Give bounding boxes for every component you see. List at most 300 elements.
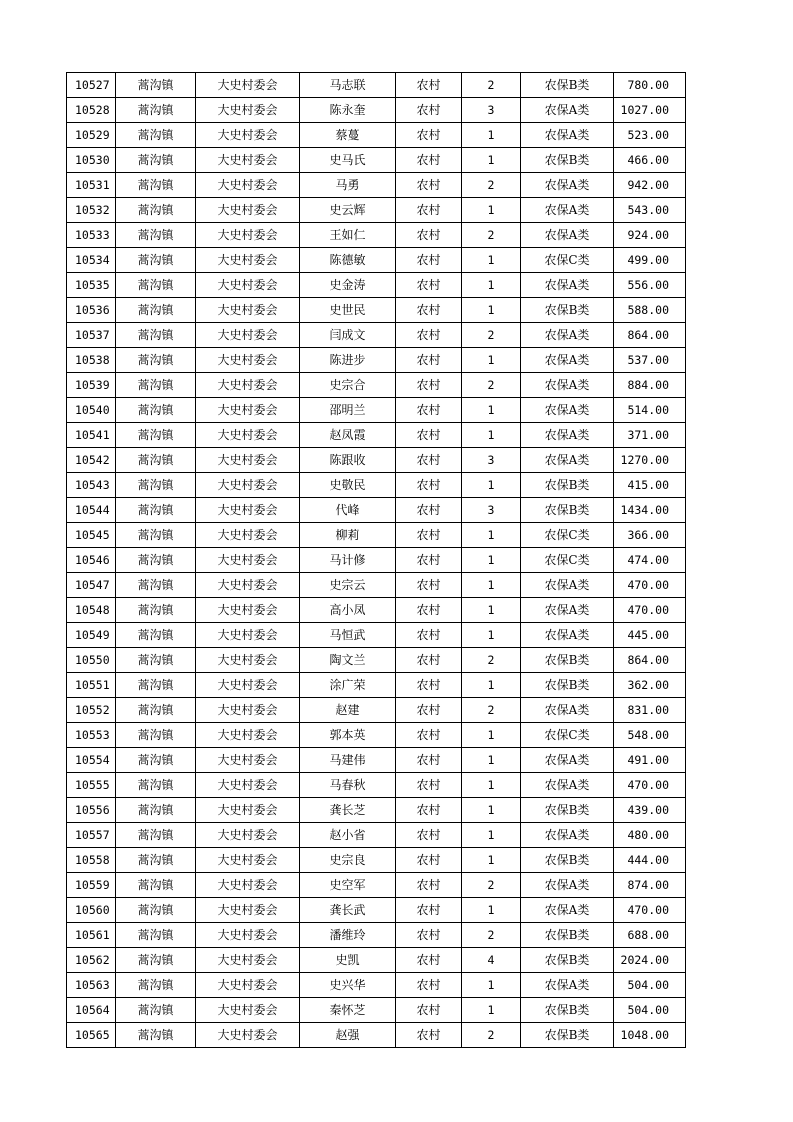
amount-cell: 537.00 <box>614 348 686 373</box>
village-committee-cell: 大史村委会 <box>196 548 300 573</box>
household-count-cell: 1 <box>462 548 521 573</box>
record-number-cell: 10561 <box>67 923 116 948</box>
village-committee-cell: 大史村委会 <box>196 498 300 523</box>
household-count-cell: 2 <box>462 323 521 348</box>
village-committee-cell: 大史村委会 <box>196 923 300 948</box>
area-type-cell: 农村 <box>396 398 462 423</box>
town-cell: 蒿沟镇 <box>116 1023 196 1048</box>
table-row <box>67 173 686 198</box>
household-count-cell: 1 <box>462 348 521 373</box>
area-type-cell: 农村 <box>396 898 462 923</box>
village-committee-cell: 大史村委会 <box>196 573 300 598</box>
record-number-cell: 10535 <box>67 273 116 298</box>
village-committee-cell: 大史村委会 <box>196 248 300 273</box>
town-cell: 蒿沟镇 <box>116 448 196 473</box>
table-row <box>67 648 686 673</box>
household-count-cell: 2 <box>462 873 521 898</box>
village-committee-cell: 大史村委会 <box>196 848 300 873</box>
insurance-category-cell: 农保A类 <box>521 198 614 223</box>
person-name-cell: 赵强 <box>300 1023 396 1048</box>
area-type-cell: 农村 <box>396 823 462 848</box>
record-number-cell: 10553 <box>67 723 116 748</box>
amount-cell: 1270.00 <box>614 448 686 473</box>
town-cell: 蒿沟镇 <box>116 373 196 398</box>
person-name-cell: 赵凤霞 <box>300 423 396 448</box>
area-type-cell: 农村 <box>396 148 462 173</box>
record-number-cell: 10527 <box>67 73 116 98</box>
village-committee-cell: 大史村委会 <box>196 898 300 923</box>
household-count-cell: 2 <box>462 923 521 948</box>
person-name-cell: 邵明兰 <box>300 398 396 423</box>
amount-cell: 780.00 <box>614 73 686 98</box>
record-number-cell: 10547 <box>67 573 116 598</box>
amount-cell: 470.00 <box>614 773 686 798</box>
amount-cell: 523.00 <box>614 123 686 148</box>
table-row <box>67 723 686 748</box>
town-cell: 蒿沟镇 <box>116 298 196 323</box>
household-count-cell: 1 <box>462 823 521 848</box>
household-count-cell: 2 <box>462 1023 521 1048</box>
town-cell: 蒿沟镇 <box>116 523 196 548</box>
amount-cell: 688.00 <box>614 923 686 948</box>
record-number-cell: 10539 <box>67 373 116 398</box>
village-committee-cell: 大史村委会 <box>196 873 300 898</box>
village-committee-cell: 大史村委会 <box>196 148 300 173</box>
person-name-cell: 涂广荣 <box>300 673 396 698</box>
table-row <box>67 998 686 1023</box>
table-row <box>67 398 686 423</box>
table-row <box>67 848 686 873</box>
record-number-cell: 10551 <box>67 673 116 698</box>
town-cell: 蒿沟镇 <box>116 723 196 748</box>
town-cell: 蒿沟镇 <box>116 573 196 598</box>
insurance-category-cell: 农保A类 <box>521 748 614 773</box>
person-name-cell: 陶文兰 <box>300 648 396 673</box>
village-committee-cell: 大史村委会 <box>196 273 300 298</box>
person-name-cell: 赵小省 <box>300 823 396 848</box>
record-number-cell: 10560 <box>67 898 116 923</box>
household-count-cell: 1 <box>462 148 521 173</box>
table-row <box>67 73 686 98</box>
insurance-category-cell: 农保B类 <box>521 948 614 973</box>
table-row <box>67 473 686 498</box>
village-committee-cell: 大史村委会 <box>196 348 300 373</box>
table-row <box>67 523 686 548</box>
person-name-cell: 陈德敏 <box>300 248 396 273</box>
insurance-category-cell: 农保C类 <box>521 723 614 748</box>
amount-cell: 480.00 <box>614 823 686 848</box>
village-committee-cell: 大史村委会 <box>196 698 300 723</box>
area-type-cell: 农村 <box>396 698 462 723</box>
amount-cell: 491.00 <box>614 748 686 773</box>
table-row <box>67 598 686 623</box>
record-number-cell: 10556 <box>67 798 116 823</box>
household-count-cell: 1 <box>462 848 521 873</box>
household-count-cell: 1 <box>462 423 521 448</box>
insurance-category-cell: 农保B类 <box>521 673 614 698</box>
household-count-cell: 1 <box>462 673 521 698</box>
insurance-category-cell: 农保B类 <box>521 148 614 173</box>
person-name-cell: 赵建 <box>300 698 396 723</box>
person-name-cell: 马春秋 <box>300 773 396 798</box>
table-row <box>67 373 686 398</box>
person-name-cell: 史世民 <box>300 298 396 323</box>
area-type-cell: 农村 <box>396 573 462 598</box>
amount-cell: 1027.00 <box>614 98 686 123</box>
person-name-cell: 龚长武 <box>300 898 396 923</box>
amount-cell: 366.00 <box>614 523 686 548</box>
table-row <box>67 573 686 598</box>
area-type-cell: 农村 <box>396 673 462 698</box>
village-committee-cell: 大史村委会 <box>196 373 300 398</box>
record-number-cell: 10563 <box>67 973 116 998</box>
town-cell: 蒿沟镇 <box>116 673 196 698</box>
record-number-cell: 10548 <box>67 598 116 623</box>
table-row <box>67 98 686 123</box>
amount-cell: 474.00 <box>614 548 686 573</box>
household-count-cell: 1 <box>462 123 521 148</box>
town-cell: 蒿沟镇 <box>116 648 196 673</box>
household-count-cell: 1 <box>462 298 521 323</box>
table-row <box>67 248 686 273</box>
amount-cell: 942.00 <box>614 173 686 198</box>
record-number-cell: 10562 <box>67 948 116 973</box>
table-row <box>67 798 686 823</box>
town-cell: 蒿沟镇 <box>116 123 196 148</box>
insurance-category-cell: 农保A类 <box>521 373 614 398</box>
area-type-cell: 农村 <box>396 873 462 898</box>
household-count-cell: 1 <box>462 798 521 823</box>
record-number-cell: 10541 <box>67 423 116 448</box>
area-type-cell: 农村 <box>396 723 462 748</box>
insurance-category-cell: 农保A类 <box>521 823 614 848</box>
record-number-cell: 10552 <box>67 698 116 723</box>
person-name-cell: 马勇 <box>300 173 396 198</box>
insurance-category-cell: 农保B类 <box>521 848 614 873</box>
amount-cell: 874.00 <box>614 873 686 898</box>
record-number-cell: 10533 <box>67 223 116 248</box>
area-type-cell: 农村 <box>396 648 462 673</box>
village-committee-cell: 大史村委会 <box>196 323 300 348</box>
amount-cell: 864.00 <box>614 323 686 348</box>
village-committee-cell: 大史村委会 <box>196 823 300 848</box>
record-number-cell: 10564 <box>67 998 116 1023</box>
record-number-cell: 10528 <box>67 98 116 123</box>
area-type-cell: 农村 <box>396 973 462 998</box>
area-type-cell: 农村 <box>396 273 462 298</box>
insurance-category-cell: 农保A类 <box>521 698 614 723</box>
record-number-cell: 10542 <box>67 448 116 473</box>
insurance-category-cell: 农保A类 <box>521 423 614 448</box>
town-cell: 蒿沟镇 <box>116 873 196 898</box>
household-count-cell: 2 <box>462 698 521 723</box>
insurance-category-cell: 农保A类 <box>521 123 614 148</box>
town-cell: 蒿沟镇 <box>116 598 196 623</box>
household-count-cell: 1 <box>462 998 521 1023</box>
person-name-cell: 史马氏 <box>300 148 396 173</box>
record-number-cell: 10565 <box>67 1023 116 1048</box>
insurance-category-cell: 农保A类 <box>521 448 614 473</box>
record-number-cell: 10549 <box>67 623 116 648</box>
area-type-cell: 农村 <box>396 923 462 948</box>
amount-cell: 556.00 <box>614 273 686 298</box>
village-committee-cell: 大史村委会 <box>196 398 300 423</box>
village-committee-cell: 大史村委会 <box>196 448 300 473</box>
village-committee-cell: 大史村委会 <box>196 648 300 673</box>
insurance-category-cell: 农保A类 <box>521 173 614 198</box>
amount-cell: 439.00 <box>614 798 686 823</box>
town-cell: 蒿沟镇 <box>116 148 196 173</box>
record-number-cell: 10534 <box>67 248 116 273</box>
table-row <box>67 548 686 573</box>
person-name-cell: 马恒武 <box>300 623 396 648</box>
insurance-category-cell: 农保B类 <box>521 998 614 1023</box>
area-type-cell: 农村 <box>396 373 462 398</box>
household-count-cell: 1 <box>462 248 521 273</box>
table-row <box>67 898 686 923</box>
household-count-cell: 1 <box>462 273 521 298</box>
amount-cell: 514.00 <box>614 398 686 423</box>
area-type-cell: 农村 <box>396 748 462 773</box>
table-row <box>67 673 686 698</box>
area-type-cell: 农村 <box>396 798 462 823</box>
person-name-cell: 高小凤 <box>300 598 396 623</box>
area-type-cell: 农村 <box>396 448 462 473</box>
village-committee-cell: 大史村委会 <box>196 423 300 448</box>
household-count-cell: 1 <box>462 598 521 623</box>
person-name-cell: 代峰 <box>300 498 396 523</box>
table-row <box>67 223 686 248</box>
amount-cell: 499.00 <box>614 248 686 273</box>
person-name-cell: 马计修 <box>300 548 396 573</box>
record-number-cell: 10554 <box>67 748 116 773</box>
town-cell: 蒿沟镇 <box>116 548 196 573</box>
area-type-cell: 农村 <box>396 123 462 148</box>
record-number-cell: 10537 <box>67 323 116 348</box>
record-number-cell: 10557 <box>67 823 116 848</box>
amount-cell: 1048.00 <box>614 1023 686 1048</box>
table-row <box>67 273 686 298</box>
insurance-category-cell: 农保B类 <box>521 73 614 98</box>
table-row <box>67 823 686 848</box>
amount-cell: 864.00 <box>614 648 686 673</box>
insurance-category-cell: 农保B类 <box>521 798 614 823</box>
insurance-category-cell: 农保B类 <box>521 648 614 673</box>
area-type-cell: 农村 <box>396 98 462 123</box>
amount-cell: 884.00 <box>614 373 686 398</box>
person-name-cell: 潘维玲 <box>300 923 396 948</box>
person-name-cell: 史云辉 <box>300 198 396 223</box>
town-cell: 蒿沟镇 <box>116 98 196 123</box>
person-name-cell: 蔡蔓 <box>300 123 396 148</box>
amount-cell: 924.00 <box>614 223 686 248</box>
insurance-category-cell: 农保A类 <box>521 273 614 298</box>
village-committee-cell: 大史村委会 <box>196 723 300 748</box>
town-cell: 蒿沟镇 <box>116 748 196 773</box>
town-cell: 蒿沟镇 <box>116 273 196 298</box>
table-row <box>67 123 686 148</box>
household-count-cell: 1 <box>462 573 521 598</box>
insurance-category-cell: 农保A类 <box>521 623 614 648</box>
table-row <box>67 1023 686 1048</box>
town-cell: 蒿沟镇 <box>116 473 196 498</box>
amount-cell: 588.00 <box>614 298 686 323</box>
town-cell: 蒿沟镇 <box>116 398 196 423</box>
area-type-cell: 农村 <box>396 198 462 223</box>
insurance-category-cell: 农保A类 <box>521 873 614 898</box>
amount-cell: 2024.00 <box>614 948 686 973</box>
table-row <box>67 298 686 323</box>
town-cell: 蒿沟镇 <box>116 498 196 523</box>
household-count-cell: 1 <box>462 473 521 498</box>
person-name-cell: 史敬民 <box>300 473 396 498</box>
town-cell: 蒿沟镇 <box>116 998 196 1023</box>
table-row <box>67 348 686 373</box>
record-number-cell: 10543 <box>67 473 116 498</box>
village-committee-cell: 大史村委会 <box>196 598 300 623</box>
insurance-category-cell: 农保A类 <box>521 898 614 923</box>
record-number-cell: 10536 <box>67 298 116 323</box>
town-cell: 蒿沟镇 <box>116 698 196 723</box>
town-cell: 蒿沟镇 <box>116 423 196 448</box>
insurance-category-cell: 农保A类 <box>521 323 614 348</box>
area-type-cell: 农村 <box>396 223 462 248</box>
village-committee-cell: 大史村委会 <box>196 473 300 498</box>
area-type-cell: 农村 <box>396 73 462 98</box>
town-cell: 蒿沟镇 <box>116 898 196 923</box>
amount-cell: 444.00 <box>614 848 686 873</box>
record-number-cell: 10555 <box>67 773 116 798</box>
household-count-cell: 3 <box>462 498 521 523</box>
town-cell: 蒿沟镇 <box>116 173 196 198</box>
area-type-cell: 农村 <box>396 173 462 198</box>
table-row <box>67 873 686 898</box>
insurance-category-cell: 农保A类 <box>521 973 614 998</box>
amount-cell: 831.00 <box>614 698 686 723</box>
village-committee-cell: 大史村委会 <box>196 198 300 223</box>
village-committee-cell: 大史村委会 <box>196 98 300 123</box>
household-count-cell: 1 <box>462 198 521 223</box>
record-number-cell: 10546 <box>67 548 116 573</box>
area-type-cell: 农村 <box>396 423 462 448</box>
amount-cell: 445.00 <box>614 623 686 648</box>
record-number-cell: 10559 <box>67 873 116 898</box>
person-name-cell: 史兴华 <box>300 973 396 998</box>
household-count-cell: 1 <box>462 723 521 748</box>
village-committee-cell: 大史村委会 <box>196 948 300 973</box>
town-cell: 蒿沟镇 <box>116 198 196 223</box>
town-cell: 蒿沟镇 <box>116 823 196 848</box>
household-count-cell: 2 <box>462 223 521 248</box>
town-cell: 蒿沟镇 <box>116 848 196 873</box>
town-cell: 蒿沟镇 <box>116 948 196 973</box>
area-type-cell: 农村 <box>396 623 462 648</box>
record-number-cell: 10550 <box>67 648 116 673</box>
person-name-cell: 史空军 <box>300 873 396 898</box>
village-committee-cell: 大史村委会 <box>196 123 300 148</box>
beneficiary-table <box>66 72 686 1048</box>
record-number-cell: 10544 <box>67 498 116 523</box>
amount-cell: 504.00 <box>614 998 686 1023</box>
record-number-cell: 10558 <box>67 848 116 873</box>
person-name-cell: 陈跟收 <box>300 448 396 473</box>
town-cell: 蒿沟镇 <box>116 248 196 273</box>
amount-cell: 362.00 <box>614 673 686 698</box>
table-row <box>67 198 686 223</box>
person-name-cell: 秦怀芝 <box>300 998 396 1023</box>
household-count-cell: 3 <box>462 448 521 473</box>
table-body <box>67 73 686 1048</box>
town-cell: 蒿沟镇 <box>116 323 196 348</box>
household-count-cell: 2 <box>462 648 521 673</box>
insurance-category-cell: 农保A类 <box>521 573 614 598</box>
area-type-cell: 农村 <box>396 948 462 973</box>
table-row <box>67 923 686 948</box>
insurance-category-cell: 农保B类 <box>521 298 614 323</box>
insurance-category-cell: 农保C类 <box>521 548 614 573</box>
household-count-cell: 1 <box>462 748 521 773</box>
village-committee-cell: 大史村委会 <box>196 223 300 248</box>
area-type-cell: 农村 <box>396 348 462 373</box>
insurance-category-cell: 农保A类 <box>521 773 614 798</box>
amount-cell: 466.00 <box>614 148 686 173</box>
village-committee-cell: 大史村委会 <box>196 998 300 1023</box>
household-count-cell: 1 <box>462 773 521 798</box>
record-number-cell: 10532 <box>67 198 116 223</box>
area-type-cell: 农村 <box>396 548 462 573</box>
insurance-category-cell: 农保B类 <box>521 923 614 948</box>
household-count-cell: 2 <box>462 173 521 198</box>
table-row <box>67 948 686 973</box>
household-count-cell: 1 <box>462 398 521 423</box>
village-committee-cell: 大史村委会 <box>196 173 300 198</box>
person-name-cell: 郭本英 <box>300 723 396 748</box>
person-name-cell: 龚长芝 <box>300 798 396 823</box>
village-committee-cell: 大史村委会 <box>196 748 300 773</box>
insurance-category-cell: 农保B类 <box>521 498 614 523</box>
amount-cell: 1434.00 <box>614 498 686 523</box>
household-count-cell: 3 <box>462 98 521 123</box>
person-name-cell: 陈永奎 <box>300 98 396 123</box>
area-type-cell: 农村 <box>396 598 462 623</box>
household-count-cell: 4 <box>462 948 521 973</box>
person-name-cell: 史宗云 <box>300 573 396 598</box>
record-number-cell: 10540 <box>67 398 116 423</box>
household-count-cell: 1 <box>462 623 521 648</box>
town-cell: 蒿沟镇 <box>116 223 196 248</box>
person-name-cell: 王如仁 <box>300 223 396 248</box>
household-count-cell: 2 <box>462 73 521 98</box>
village-committee-cell: 大史村委会 <box>196 1023 300 1048</box>
amount-cell: 470.00 <box>614 573 686 598</box>
table-row <box>67 423 686 448</box>
town-cell: 蒿沟镇 <box>116 623 196 648</box>
area-type-cell: 农村 <box>396 848 462 873</box>
insurance-category-cell: 农保B类 <box>521 1023 614 1048</box>
insurance-category-cell: 农保A类 <box>521 348 614 373</box>
village-committee-cell: 大史村委会 <box>196 298 300 323</box>
record-number-cell: 10538 <box>67 348 116 373</box>
insurance-category-cell: 农保C类 <box>521 248 614 273</box>
area-type-cell: 农村 <box>396 323 462 348</box>
amount-cell: 371.00 <box>614 423 686 448</box>
table-row <box>67 323 686 348</box>
insurance-category-cell: 农保A类 <box>521 598 614 623</box>
amount-cell: 470.00 <box>614 598 686 623</box>
town-cell: 蒿沟镇 <box>116 973 196 998</box>
village-committee-cell: 大史村委会 <box>196 673 300 698</box>
table-row <box>67 773 686 798</box>
